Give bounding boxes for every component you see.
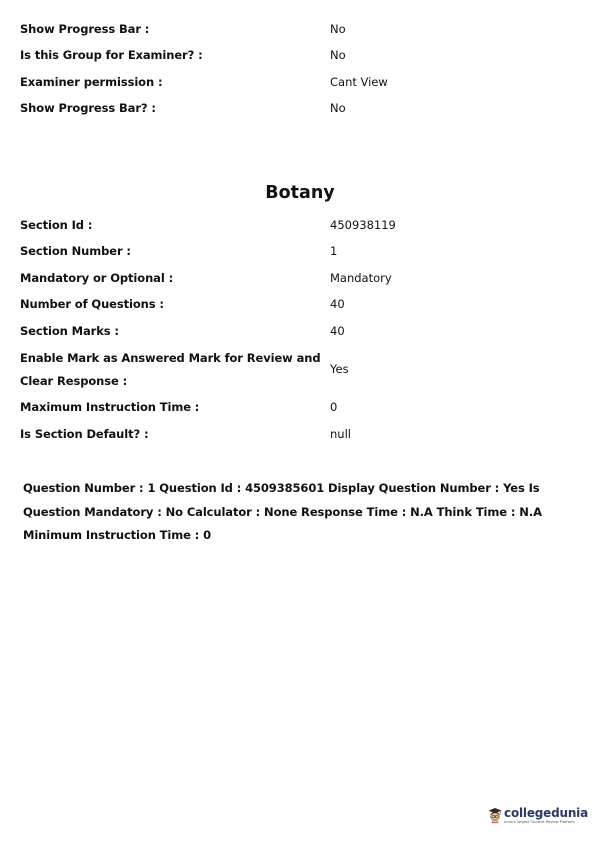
settings-row bbox=[20, 43, 575, 70]
section-details-table bbox=[20, 212, 575, 448]
section-label: Section Marks : bbox=[20, 323, 119, 338]
graduate-mascot-icon bbox=[488, 800, 502, 830]
section-row bbox=[20, 212, 575, 239]
logo-tagline: India's largest Student Review Platform bbox=[504, 819, 575, 824]
settings-value: No bbox=[330, 101, 346, 116]
top-settings-table bbox=[20, 16, 575, 122]
settings-label: Is this Group for Examiner? : bbox=[20, 48, 203, 63]
section-label: Section Id : bbox=[20, 217, 93, 232]
settings-row bbox=[20, 16, 575, 43]
section-value: 450938119 bbox=[330, 217, 396, 232]
settings-value: Cant View bbox=[330, 74, 388, 89]
settings-row bbox=[20, 96, 575, 123]
section-value: Mandatory bbox=[330, 270, 392, 285]
section-label: Maximum Instruction Time : bbox=[20, 400, 200, 415]
section-row bbox=[20, 265, 575, 292]
section-title: Botany bbox=[265, 183, 335, 203]
section-value: 40 bbox=[330, 323, 345, 338]
section-row bbox=[20, 318, 575, 345]
section-label: Number of Questions : bbox=[20, 297, 164, 312]
settings-label: Show Progress Bar : bbox=[20, 21, 150, 36]
section-value: 1 bbox=[330, 244, 338, 259]
collegedunia-logo bbox=[488, 798, 588, 832]
section-row bbox=[20, 421, 575, 448]
section-value: null bbox=[330, 426, 351, 441]
settings-value: No bbox=[330, 48, 346, 63]
settings-row bbox=[20, 69, 575, 96]
logo-name: collegedunia bbox=[504, 805, 588, 820]
section-label: Is Section Default? : bbox=[20, 426, 149, 441]
section-value: 40 bbox=[330, 297, 345, 312]
section-label: Enable Mark as Answered Mark for Review and Clear Response : bbox=[20, 350, 321, 388]
section-value: Yes bbox=[330, 362, 349, 376]
settings-value: No bbox=[330, 21, 346, 36]
logo-text bbox=[504, 806, 588, 825]
section-label: Section Number : bbox=[20, 244, 131, 259]
settings-label: Show Progress Bar? : bbox=[20, 101, 156, 116]
question-info: Question Number : 1 Question Id : 4509385601 Display Question Number : Yes Is Question Mandatory : No Calculator : None Response Time : N.A Think Time : N.A Minimum Instruction Time : 0 bbox=[23, 481, 542, 542]
section-label: Mandatory or Optional : bbox=[20, 270, 174, 285]
section-row bbox=[20, 292, 575, 319]
settings-label: Examiner permission : bbox=[20, 74, 163, 89]
section-row bbox=[20, 239, 575, 266]
section-value: 0 bbox=[330, 400, 338, 415]
section-row bbox=[20, 395, 575, 422]
section-row bbox=[20, 345, 575, 395]
